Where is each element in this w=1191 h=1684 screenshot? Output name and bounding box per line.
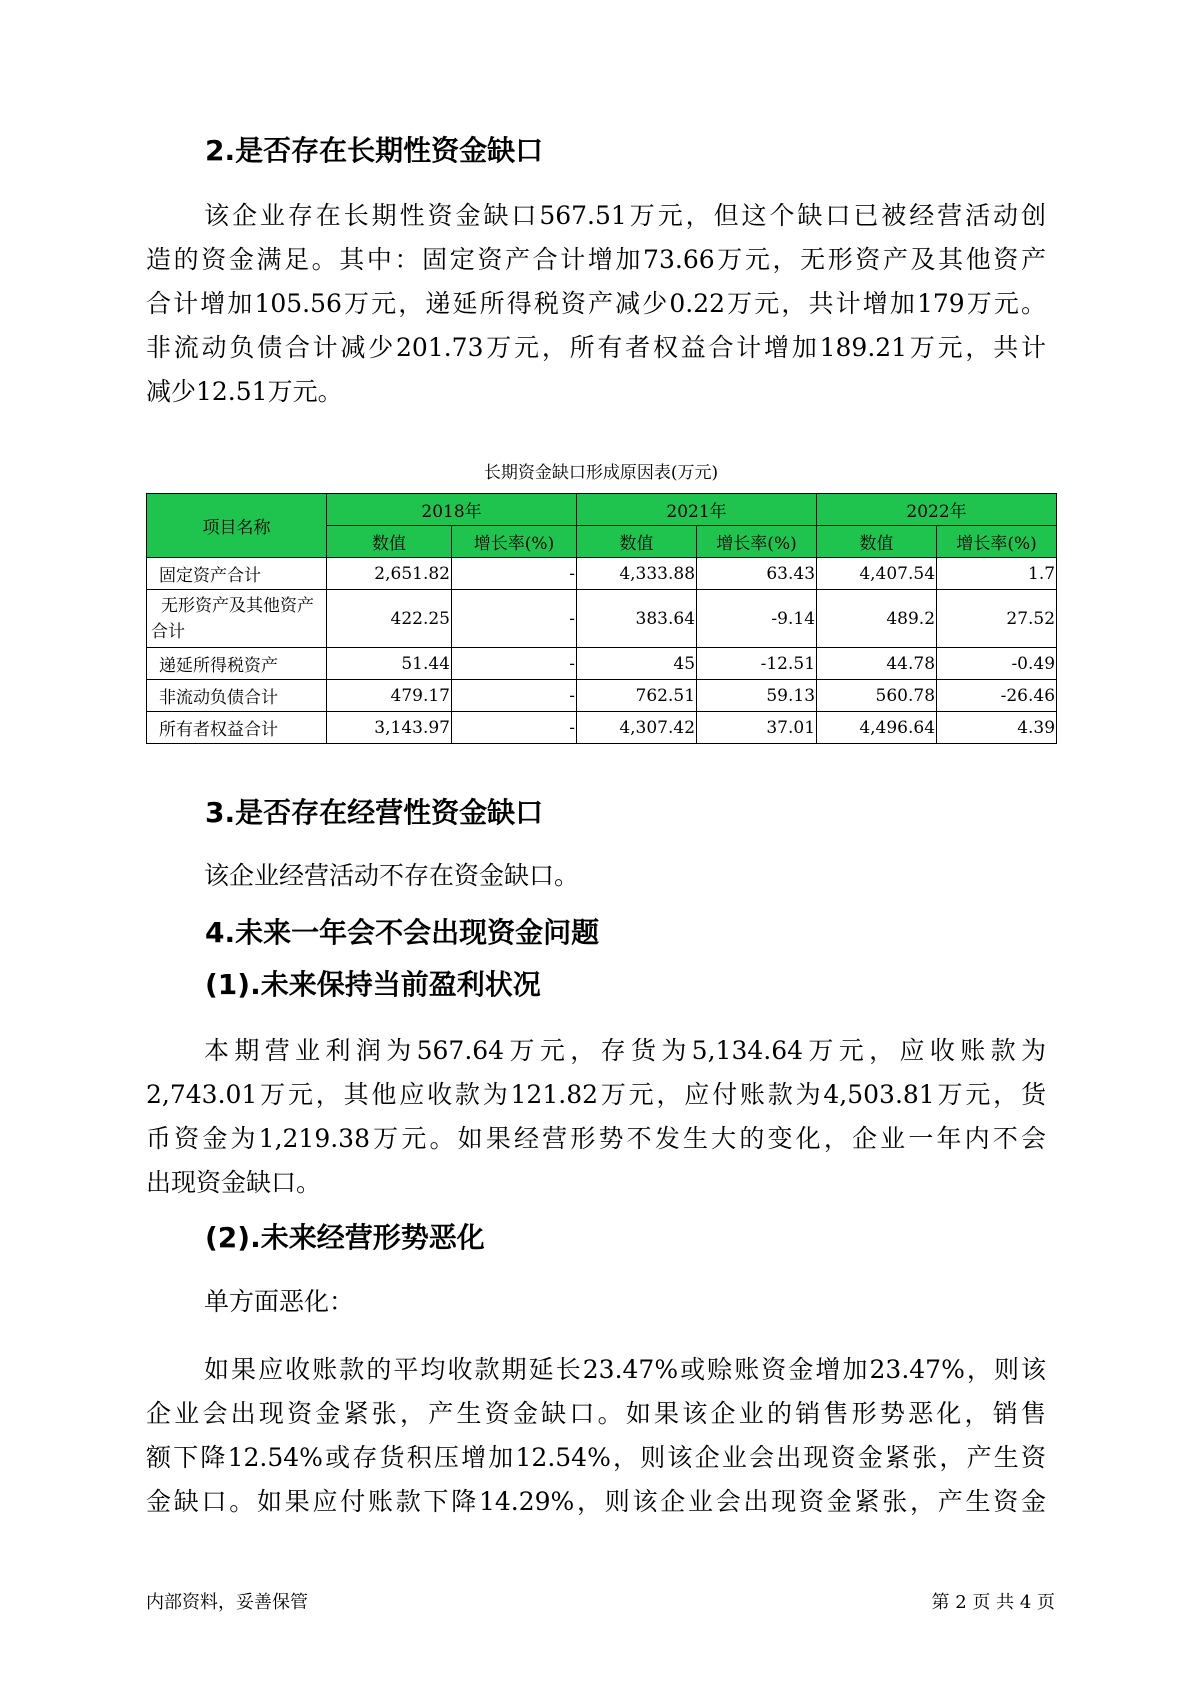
column-header-year-2018: 2018年 [327, 494, 577, 526]
cell-value-2021: 4,307.42 [577, 712, 697, 744]
cell-growth-2022: -26.46 [937, 680, 1057, 712]
paragraph-line: 2,743.01万元，其他应收款为121.82万元，应付账款为4,503.81万元，货 [146, 1080, 1046, 1109]
column-header-value: 数值 [817, 526, 937, 558]
paragraph-line: 该企业经营活动不存在资金缺口。 [204, 861, 580, 890]
cell-growth-2021: 63.43 [697, 558, 817, 590]
section-4-heading: 4.未来一年会不会出现资金问题 [205, 916, 600, 949]
section-2-heading: 2.是否存在长期性资金缺口 [205, 134, 544, 167]
cell-value-2018: 2,651.82 [327, 558, 452, 590]
cell-growth-2018: - [452, 680, 577, 712]
row-name: 递延所得税资产 [147, 648, 327, 680]
column-header-value: 数值 [327, 526, 452, 558]
table-row [147, 680, 1057, 712]
section-4-2-paragraph [146, 1348, 1046, 1524]
cell-value-2022: 4,407.54 [817, 558, 937, 590]
column-header-name: 项目名称 [147, 494, 327, 558]
paragraph-line: 币资金为1,219.38万元。如果经营形势不发生大的变化，企业一年内不会 [146, 1124, 1046, 1153]
column-header-growth: 增长率(%) [937, 526, 1057, 558]
section-4-1-paragraph [146, 1029, 1046, 1205]
cell-growth-2021: 37.01 [697, 712, 817, 744]
row-name: 非流动负债合计 [147, 680, 327, 712]
table-caption: 长期资金缺口形成原因表(万元) [483, 463, 719, 483]
cell-value-2022: 489.2 [817, 590, 937, 648]
section-4-2-heading: (2).未来经营形势恶化 [205, 1221, 485, 1254]
cell-value-2022: 560.78 [817, 680, 937, 712]
cell-value-2018: 422.25 [327, 590, 452, 648]
cell-growth-2018: - [452, 712, 577, 744]
paragraph-line: 金缺口。如果应付账款下降14.29%，则该企业会出现资金紧张，产生资金 [146, 1487, 1046, 1516]
row-name: 所有者权益合计 [147, 712, 327, 744]
cell-growth-2018: - [452, 590, 577, 648]
column-header-year-2022: 2022年 [817, 494, 1057, 526]
cell-value-2022: 4,496.64 [817, 712, 937, 744]
column-header-value: 数值 [577, 526, 697, 558]
table-row [147, 590, 1057, 648]
paragraph-line: 该企业存在长期性资金缺口567.51万元，但这个缺口已被经营活动创 [204, 201, 1046, 230]
paragraph-line: 非流动负债合计减少201.73万元，所有者权益合计增加189.21万元，共计 [146, 333, 1046, 362]
paragraph-line: 减少12.51万元。 [146, 377, 343, 406]
table-row [147, 648, 1057, 680]
row-name: 固定资产合计 [147, 558, 327, 590]
cell-growth-2022: 1.7 [937, 558, 1057, 590]
cell-value-2021: 4,333.88 [577, 558, 697, 590]
footer-page-number: 第 2 页 共 4 页 [931, 1592, 1055, 1613]
paragraph-line: 本期营业利润为567.64万元，存货为5,134.64万元，应收账款为 [204, 1036, 1046, 1065]
cell-growth-2021: -12.51 [697, 648, 817, 680]
long-term-gap-table [146, 493, 1057, 744]
section-4-1-heading: (1).未来保持当前盈利状况 [205, 968, 541, 1001]
section-4-2-intro [146, 1280, 1046, 1324]
column-header-year-2021: 2021年 [577, 494, 817, 526]
paragraph-line: 出现资金缺口。 [146, 1168, 322, 1197]
cell-growth-2022: 27.52 [937, 590, 1057, 648]
paragraph-line: 单方面恶化： [204, 1287, 355, 1316]
paragraph-line: 如果应收账款的平均收款期延长23.47%或赊账资金增加23.47%，则该 [204, 1355, 1046, 1384]
paragraph-line: 额下降12.54%或存货积压增加12.54%，则该企业会出现资金紧张，产生资 [146, 1443, 1046, 1472]
column-header-growth: 增长率(%) [697, 526, 817, 558]
row-name: 无形资产及其他资产合计 [147, 590, 327, 648]
section-2-paragraph [146, 194, 1046, 414]
cell-value-2018: 479.17 [327, 680, 452, 712]
cell-value-2022: 44.78 [817, 648, 937, 680]
table-row [147, 558, 1057, 590]
cell-growth-2018: - [452, 648, 577, 680]
cell-growth-2022: 4.39 [937, 712, 1057, 744]
table-header-row [147, 494, 1057, 526]
cell-value-2018: 51.44 [327, 648, 452, 680]
table-row [147, 712, 1057, 744]
cell-value-2021: 762.51 [577, 680, 697, 712]
column-header-growth: 增长率(%) [452, 526, 577, 558]
paragraph-line: 造的资金满足。其中：固定资产合计增加73.66万元，无形资产及其他资产 [146, 245, 1046, 274]
section-3-heading: 3.是否存在经营性资金缺口 [205, 796, 544, 829]
cell-growth-2022: -0.49 [937, 648, 1057, 680]
cell-value-2021: 45 [577, 648, 697, 680]
cell-growth-2021: 59.13 [697, 680, 817, 712]
cell-value-2018: 3,143.97 [327, 712, 452, 744]
cell-value-2021: 383.64 [577, 590, 697, 648]
paragraph-line: 企业会出现资金紧张，产生资金缺口。如果该企业的销售形势恶化，销售 [146, 1399, 1046, 1428]
footer-confidential-note: 内部资料，妥善保管 [146, 1592, 308, 1613]
section-3-paragraph [146, 854, 1046, 898]
cell-growth-2018: - [452, 558, 577, 590]
paragraph-line: 合计增加105.56万元，递延所得税资产减少0.22万元，共计增加179万元。 [146, 289, 1046, 318]
cell-growth-2021: -9.14 [697, 590, 817, 648]
